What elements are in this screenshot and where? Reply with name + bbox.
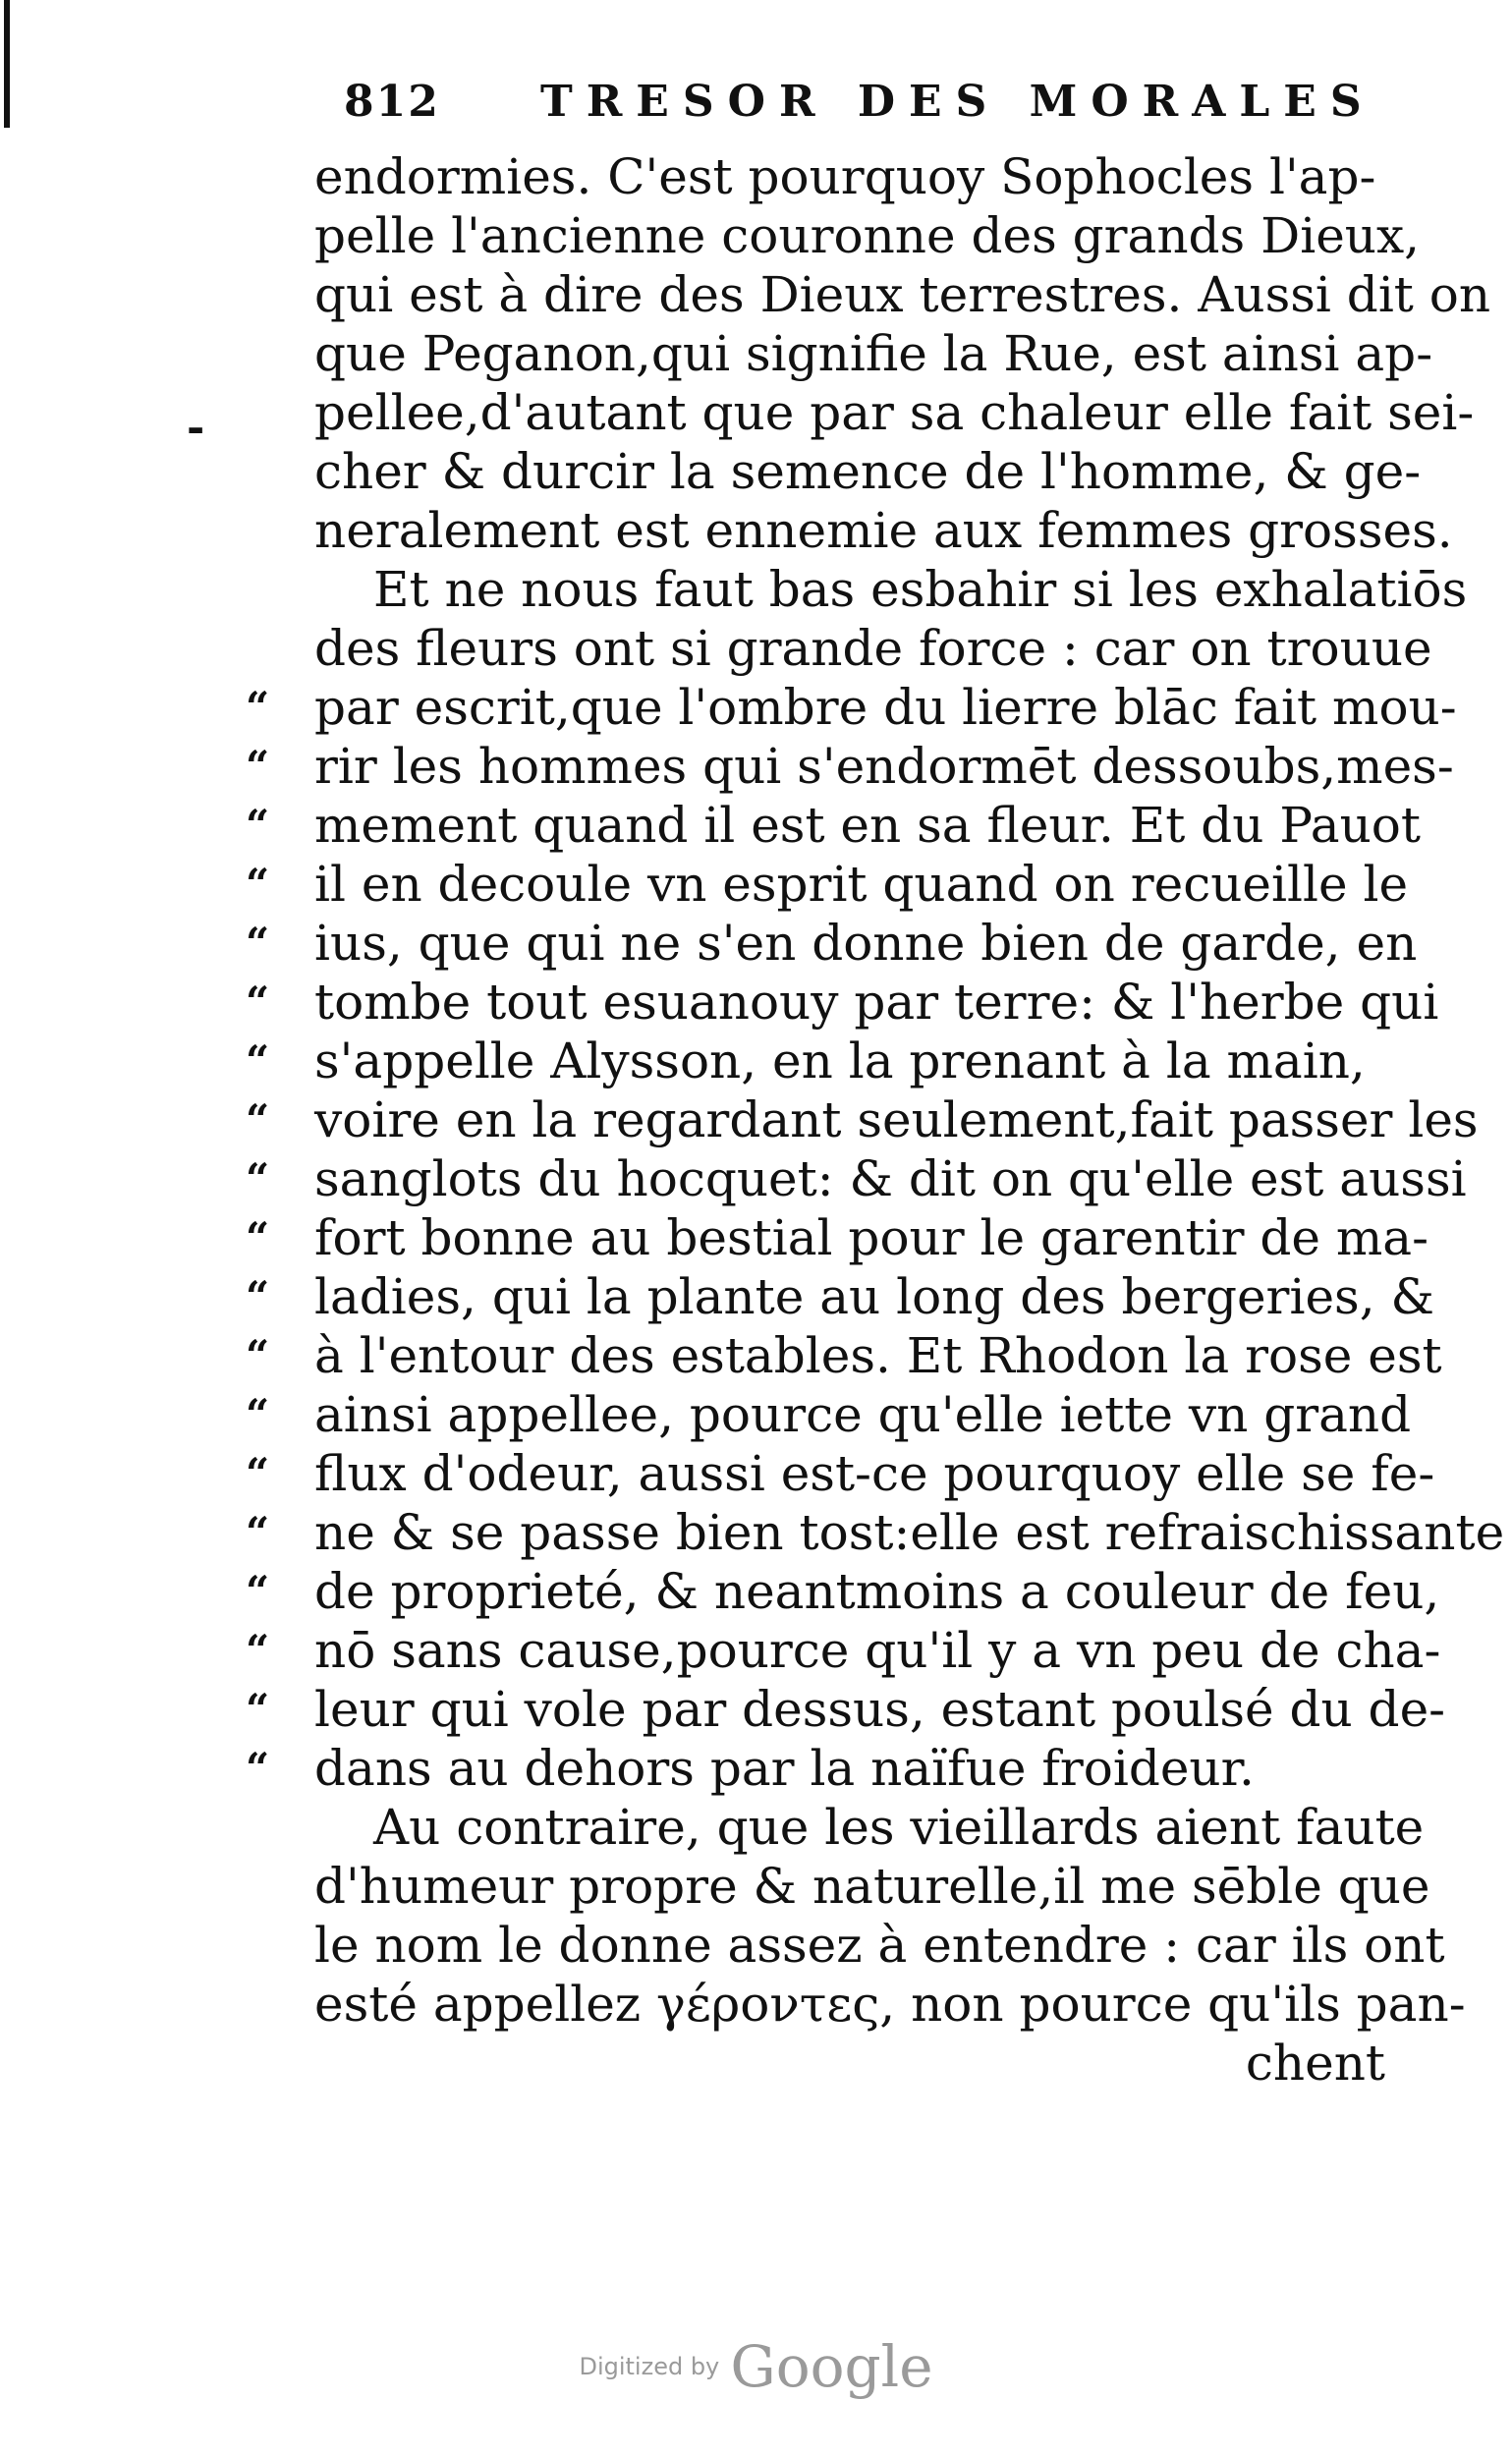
text-line: le nom le donne assez à entendre : car ils ont xyxy=(314,1917,1445,1974)
quoted-line: “ ladies, qui la plante au long des bergeries, & xyxy=(246,1268,1434,1325)
quotation-mark: “ xyxy=(246,1449,270,1497)
text-line: d'humeur propre & naturelle,il me sēble que xyxy=(314,1858,1430,1915)
quotation-mark: “ xyxy=(246,742,270,790)
quotation-mark: “ xyxy=(246,801,270,849)
text-line: neralement est ennemie aux femmes grosses. xyxy=(314,502,1453,559)
quotation-mark: “ xyxy=(246,1626,270,1674)
paragraph-start-line: Au contraire, que les vieillards aient faute xyxy=(373,1799,1425,1856)
quoted-line: “ rir les hommes qui s'endormēt dessoubs,mes- xyxy=(246,738,1454,795)
page-header xyxy=(344,77,1375,155)
quoted-line: “ fort bonne au bestial pour le garentir de ma- xyxy=(246,1209,1429,1266)
quoted-line: “ flux d'odeur, aussi est-ce pourquoy elle se fe- xyxy=(246,1445,1435,1502)
running-title: TRESOR DES MORALES xyxy=(540,77,1375,127)
quoted-line: “ leur qui vole par dessus, estant poulsé du de- xyxy=(246,1681,1446,1738)
page-number: 812 xyxy=(344,77,440,127)
text-line: que Peganon,qui signifie la Rue, est ainsi ap- xyxy=(314,325,1433,382)
quotation-mark: “ xyxy=(246,1272,270,1320)
quoted-line: “ dans au dehors par la naïfue froideur. xyxy=(246,1740,1255,1797)
quotation-mark: “ xyxy=(246,1331,270,1379)
quotation-mark: “ xyxy=(246,1744,270,1792)
quoted-line: “ tombe tout esuanouy par terre: & l'herbe qui xyxy=(246,974,1439,1031)
quoted-line: “ s'appelle Alysson, en la prenant à la main, xyxy=(246,1033,1366,1089)
quoted-line: “ mement quand il est en sa fleur. Et du Pauot xyxy=(246,797,1422,854)
quotation-mark: “ xyxy=(246,1154,270,1202)
text-line: pellee,d'autant que par sa chaleur elle fait sei- xyxy=(314,384,1475,441)
catchword: chent xyxy=(1245,2035,1385,2092)
quoted-line: “ nō sans cause,pource qu'il y a vn peu de cha- xyxy=(246,1622,1441,1679)
text-line: qui est à dire des Dieux terrestres. Aussi dit on xyxy=(314,266,1491,323)
quotation-mark: “ xyxy=(246,1508,270,1556)
quotation-mark: “ xyxy=(246,1567,270,1615)
text-line: pelle l'ancienne couronne des grands Dieux, xyxy=(314,207,1421,264)
quotation-mark: “ xyxy=(246,1685,270,1733)
quoted-line: “ il en decoule vn esprit quand on recueille le xyxy=(246,856,1409,913)
quoted-line: “ de proprieté, & neantmoins a couleur de feu, xyxy=(246,1563,1440,1620)
quotation-mark: “ xyxy=(246,977,270,1026)
margin-mark: - xyxy=(187,403,205,453)
quotation-mark: “ xyxy=(246,1213,270,1261)
binding-edge xyxy=(4,0,10,128)
text-line: cher & durcir la semence de l'homme, & ge- xyxy=(314,443,1422,500)
digitized-label: Digitized by xyxy=(579,2353,720,2380)
quoted-line: “ ius, que qui ne s'en donne bien de garde, en xyxy=(246,915,1418,972)
quoted-line: “ voire en la regardant seulement,fait passer les xyxy=(246,1091,1479,1148)
body-text xyxy=(246,147,1505,2093)
text-line: esté appellez γέροντες, non pource qu'ils pan- xyxy=(314,1976,1466,2033)
quotation-mark: “ xyxy=(246,1095,270,1144)
text-line: endormies. C'est pourquoy Sophocles l'ap- xyxy=(314,148,1376,205)
digitization-watermark xyxy=(0,2333,1512,2402)
quoted-line: “ à l'entour des estables. Et Rhodon la rose est xyxy=(246,1327,1442,1384)
quotation-mark: “ xyxy=(246,1036,270,1085)
paragraph-start-line: Et ne nous faut bas esbahir si les exhalatiōs xyxy=(373,561,1468,618)
text-line: des fleurs ont si grande force : car on trouue xyxy=(314,620,1432,677)
google-logo: Google xyxy=(730,2333,933,2400)
quoted-line: “ par escrit,que l'ombre du lierre blāc fait mou- xyxy=(246,679,1457,736)
quoted-line: “ ne & se passe bien tost:elle est refraischissante xyxy=(246,1504,1505,1561)
quotation-mark: “ xyxy=(246,683,270,731)
quotation-mark: “ xyxy=(246,860,270,908)
quotation-mark: “ xyxy=(246,1390,270,1438)
quoted-line: “ sanglots du hocquet: & dit on qu'elle est aussi xyxy=(246,1150,1467,1207)
quotation-mark: “ xyxy=(246,919,270,967)
quoted-line: “ ainsi appellee, pource qu'elle iette vn grand xyxy=(246,1386,1412,1443)
